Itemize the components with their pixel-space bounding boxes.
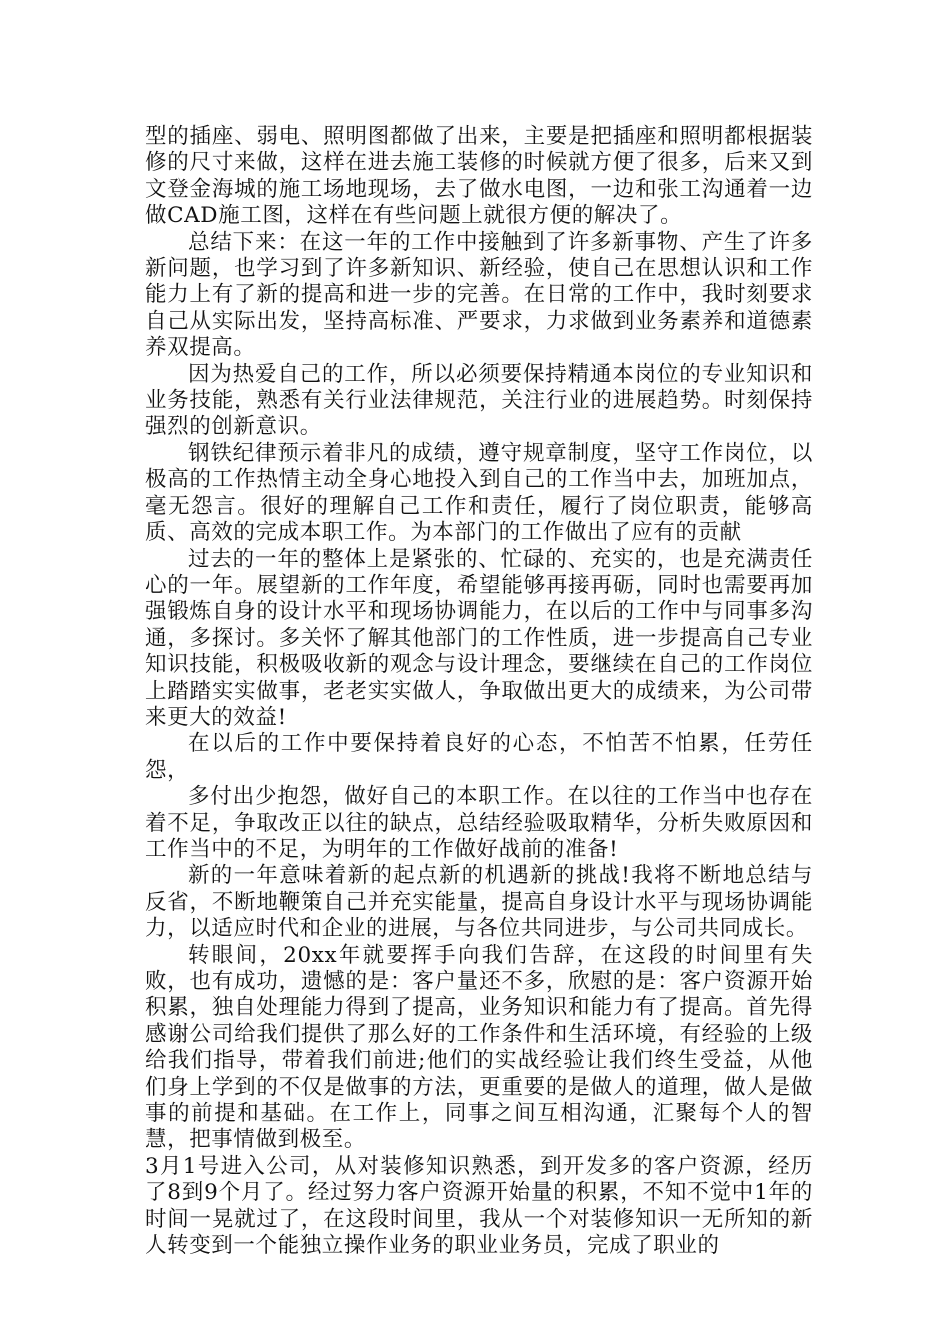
paragraph-9: 转眼间，20xx年就要挥手向我们告辞，在这段的时间里有失败，也有成功，遗憾的是：客户量还不多，欣慰的是：客户资源开始积累，独自处理能力得到了提高，业务知识和能力有了提高。首先得感谢公司给我们提供了那么好的工作条件和生活环境，有经验的上级给我们指导，带着我们前进;他们的实战经验让我们终生受益，从他们身上学到的不仅是做事的方法，更重要的是做人的道理，做人是做事的前提和基础。在工作上，同事之间互相沟通，汇聚每个人的智慧，把事情做到极至。	[145, 942, 813, 1153]
paragraph-10: 3月1号进入公司，从对装修知识熟悉，到开发多的客户资源，经历了8到9个月了。经过努力客户资源开始量的积累，不知不觉中1年的时间一晃就过了，在这段时间里，我从一个对装修知识一无所知的新人转变到一个能独立操作业务的职业业务员，完成了职业的	[145, 1153, 813, 1259]
paragraph-8: 新的一年意味着新的起点新的机遇新的挑战!我将不断地总结与反省，不断地鞭策自己并充实能量，提高自身设计水平与现场协调能力，以适应时代和企业的进展，与各位共同进步，与公司共同成长。	[145, 863, 813, 942]
paragraph-7: 多付出少抱怨，做好自己的本职工作。在以往的工作当中也存在着不足，争取改正以往的缺点，总结经验吸取精华，分析失败原因和工作当中的不足，为明年的工作做好战前的准备!	[145, 784, 813, 862]
paragraph-6: 在以后的工作中要保持着良好的心态，不怕苦不怕累，任劳任怨，	[145, 731, 813, 783]
paragraph-5: 过去的一年的整体上是紧张的、忙碌的、充实的，也是充满责任心的一年。展望新的工作年度，希望能够再接再砺，同时也需要再加强锻炼自身的设计水平和现场协调能力，在以后的工作中与同事多沟通，多探讨。多关怀了解其他部门的工作性质，进一步提高自己专业知识技能，积极吸收新的观念与设计理念，要继续在自己的工作岗位上踏踏实实做事，老老实实做人，争取做出更大的成绩来，为公司带来更大的效益!	[145, 546, 813, 730]
paragraph-3: 因为热爱自己的工作，所以必须要保持精通本岗位的专业知识和业务技能，熟悉有关行业法律规范，关注行业的进展趋势。时刻保持强烈的创新意识。	[145, 361, 813, 440]
paragraph-2: 总结下来：在这一年的工作中接触到了许多新事物、产生了许多新问题，也学习到了许多新知识、新经验，使自己在思想认识和工作能力上有了新的提高和进一步的完善。在日常的工作中，我时刻要求自己从实际出发，坚持高标准、严要求，力求做到业务素养和道德素养双提高。	[145, 229, 813, 361]
paragraph-1: 型的插座、弱电、照明图都做了出来，主要是把插座和照明都根据装修的尺寸来做，这样在进去施工装修的时候就方便了很多，后来又到文登金海城的施工场地现场，去了做水电图，一边和张工沟通着一边做CAD施工图，这样在有些问题上就很方便的解决了。	[145, 124, 813, 229]
document-body	[145, 124, 813, 1259]
paragraph-4: 钢铁纪律预示着非凡的成绩，遵守规章制度，坚守工作岗位，以极高的工作热情主动全身心地投入到自己的工作当中去，加班加点，毫无怨言。很好的理解自己工作和责任，履行了岗位职责，能够高质、高效的完成本职工作。为本部门的工作做出了应有的贡献	[145, 440, 813, 546]
